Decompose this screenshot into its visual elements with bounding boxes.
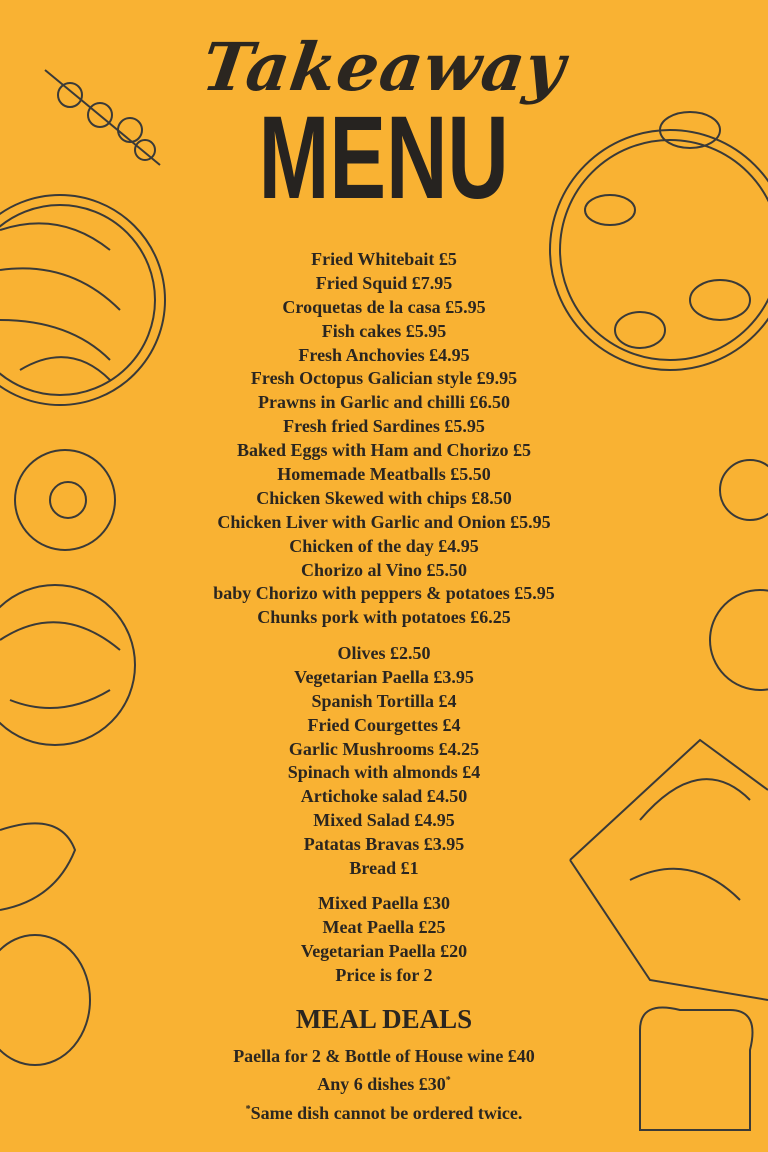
menu-item: Patatas Bravas £3.95: [303, 834, 465, 855]
menu-item: Chicken of the day £4.95: [289, 535, 479, 556]
asterisk: *: [245, 1104, 251, 1115]
menu-item: Olives £2.50: [337, 643, 431, 663]
title-takeaway: Takeaway: [197, 28, 571, 106]
menu-item: Fried Courgettes £4: [307, 714, 461, 735]
menu-item: Fresh fried Sardines £5.95: [283, 416, 485, 437]
menu-item: Mixed Paella £30: [318, 893, 450, 913]
menu-item: Vegetarian Paella £3.95: [294, 666, 474, 687]
meal-deal-item: [0, 1069, 768, 1093]
paella-note: Price is for 2: [335, 964, 433, 985]
menu-item: Spinach with almonds £4: [287, 762, 481, 783]
footnote-text: Same dish cannot be ordered twice.: [250, 1103, 523, 1123]
meal-deals-heading: MEAL DEALS: [295, 1004, 473, 1034]
menu-item: Croquetas de la casa £5.95: [282, 296, 486, 317]
menu-item: Meat Paella £25: [322, 916, 446, 937]
menu-item: baby Chorizo with peppers & potatoes £5.95: [213, 583, 555, 604]
menu-item: Fresh Octopus Galician style £9.95: [250, 368, 518, 389]
footnote: [0, 1103, 768, 1124]
menu-item: Fried Squid £7.95: [315, 272, 453, 293]
menu-item: Spanish Tortilla £4: [311, 690, 457, 711]
menu-item: Fresh Anchovies £4.95: [298, 344, 470, 365]
title-menu: [0, 92, 768, 224]
meal-deals-list: [0, 1045, 768, 1093]
menu-item: Chunks pork with potatoes £6.25: [257, 607, 511, 628]
menu-item: Homemade Meatballs £5.50: [277, 464, 491, 485]
menu-item: Chicken Liver with Garlic and Onion £5.95: [217, 511, 551, 532]
title-menu-text: MENU: [258, 92, 510, 224]
menu-item: Prawns in Garlic and chilli £6.50: [257, 392, 511, 413]
menu-item: Artichoke salad £4.50: [300, 786, 468, 807]
meal-deal-text: Any 6 dishes £30: [317, 1073, 446, 1094]
paella-list: [0, 892, 768, 988]
meal-deal-item: Paella for 2 & Bottle of House wine £40: [233, 1046, 535, 1066]
vegetarian-list: [0, 642, 768, 881]
menu-item: Garlic Mushrooms £4.25: [288, 738, 480, 759]
menu-item: Bread £1: [349, 858, 419, 879]
menu-item: Vegetarian Paella £20: [300, 940, 468, 961]
menu-item: Fish cakes £5.95: [321, 320, 447, 341]
asterisk: *: [445, 1074, 451, 1086]
menu-item: Chorizo al Vino £5.50: [300, 559, 467, 580]
menu-item: Chicken Skewed with chips £8.50: [256, 487, 512, 508]
menu-item: Mixed Salad £4.95: [313, 810, 455, 831]
tapas-list: [0, 248, 768, 630]
menu-item: Baked Eggs with Ham and Chorizo £5: [236, 440, 532, 461]
menu-item: Fried Whitebait £5: [311, 249, 457, 269]
